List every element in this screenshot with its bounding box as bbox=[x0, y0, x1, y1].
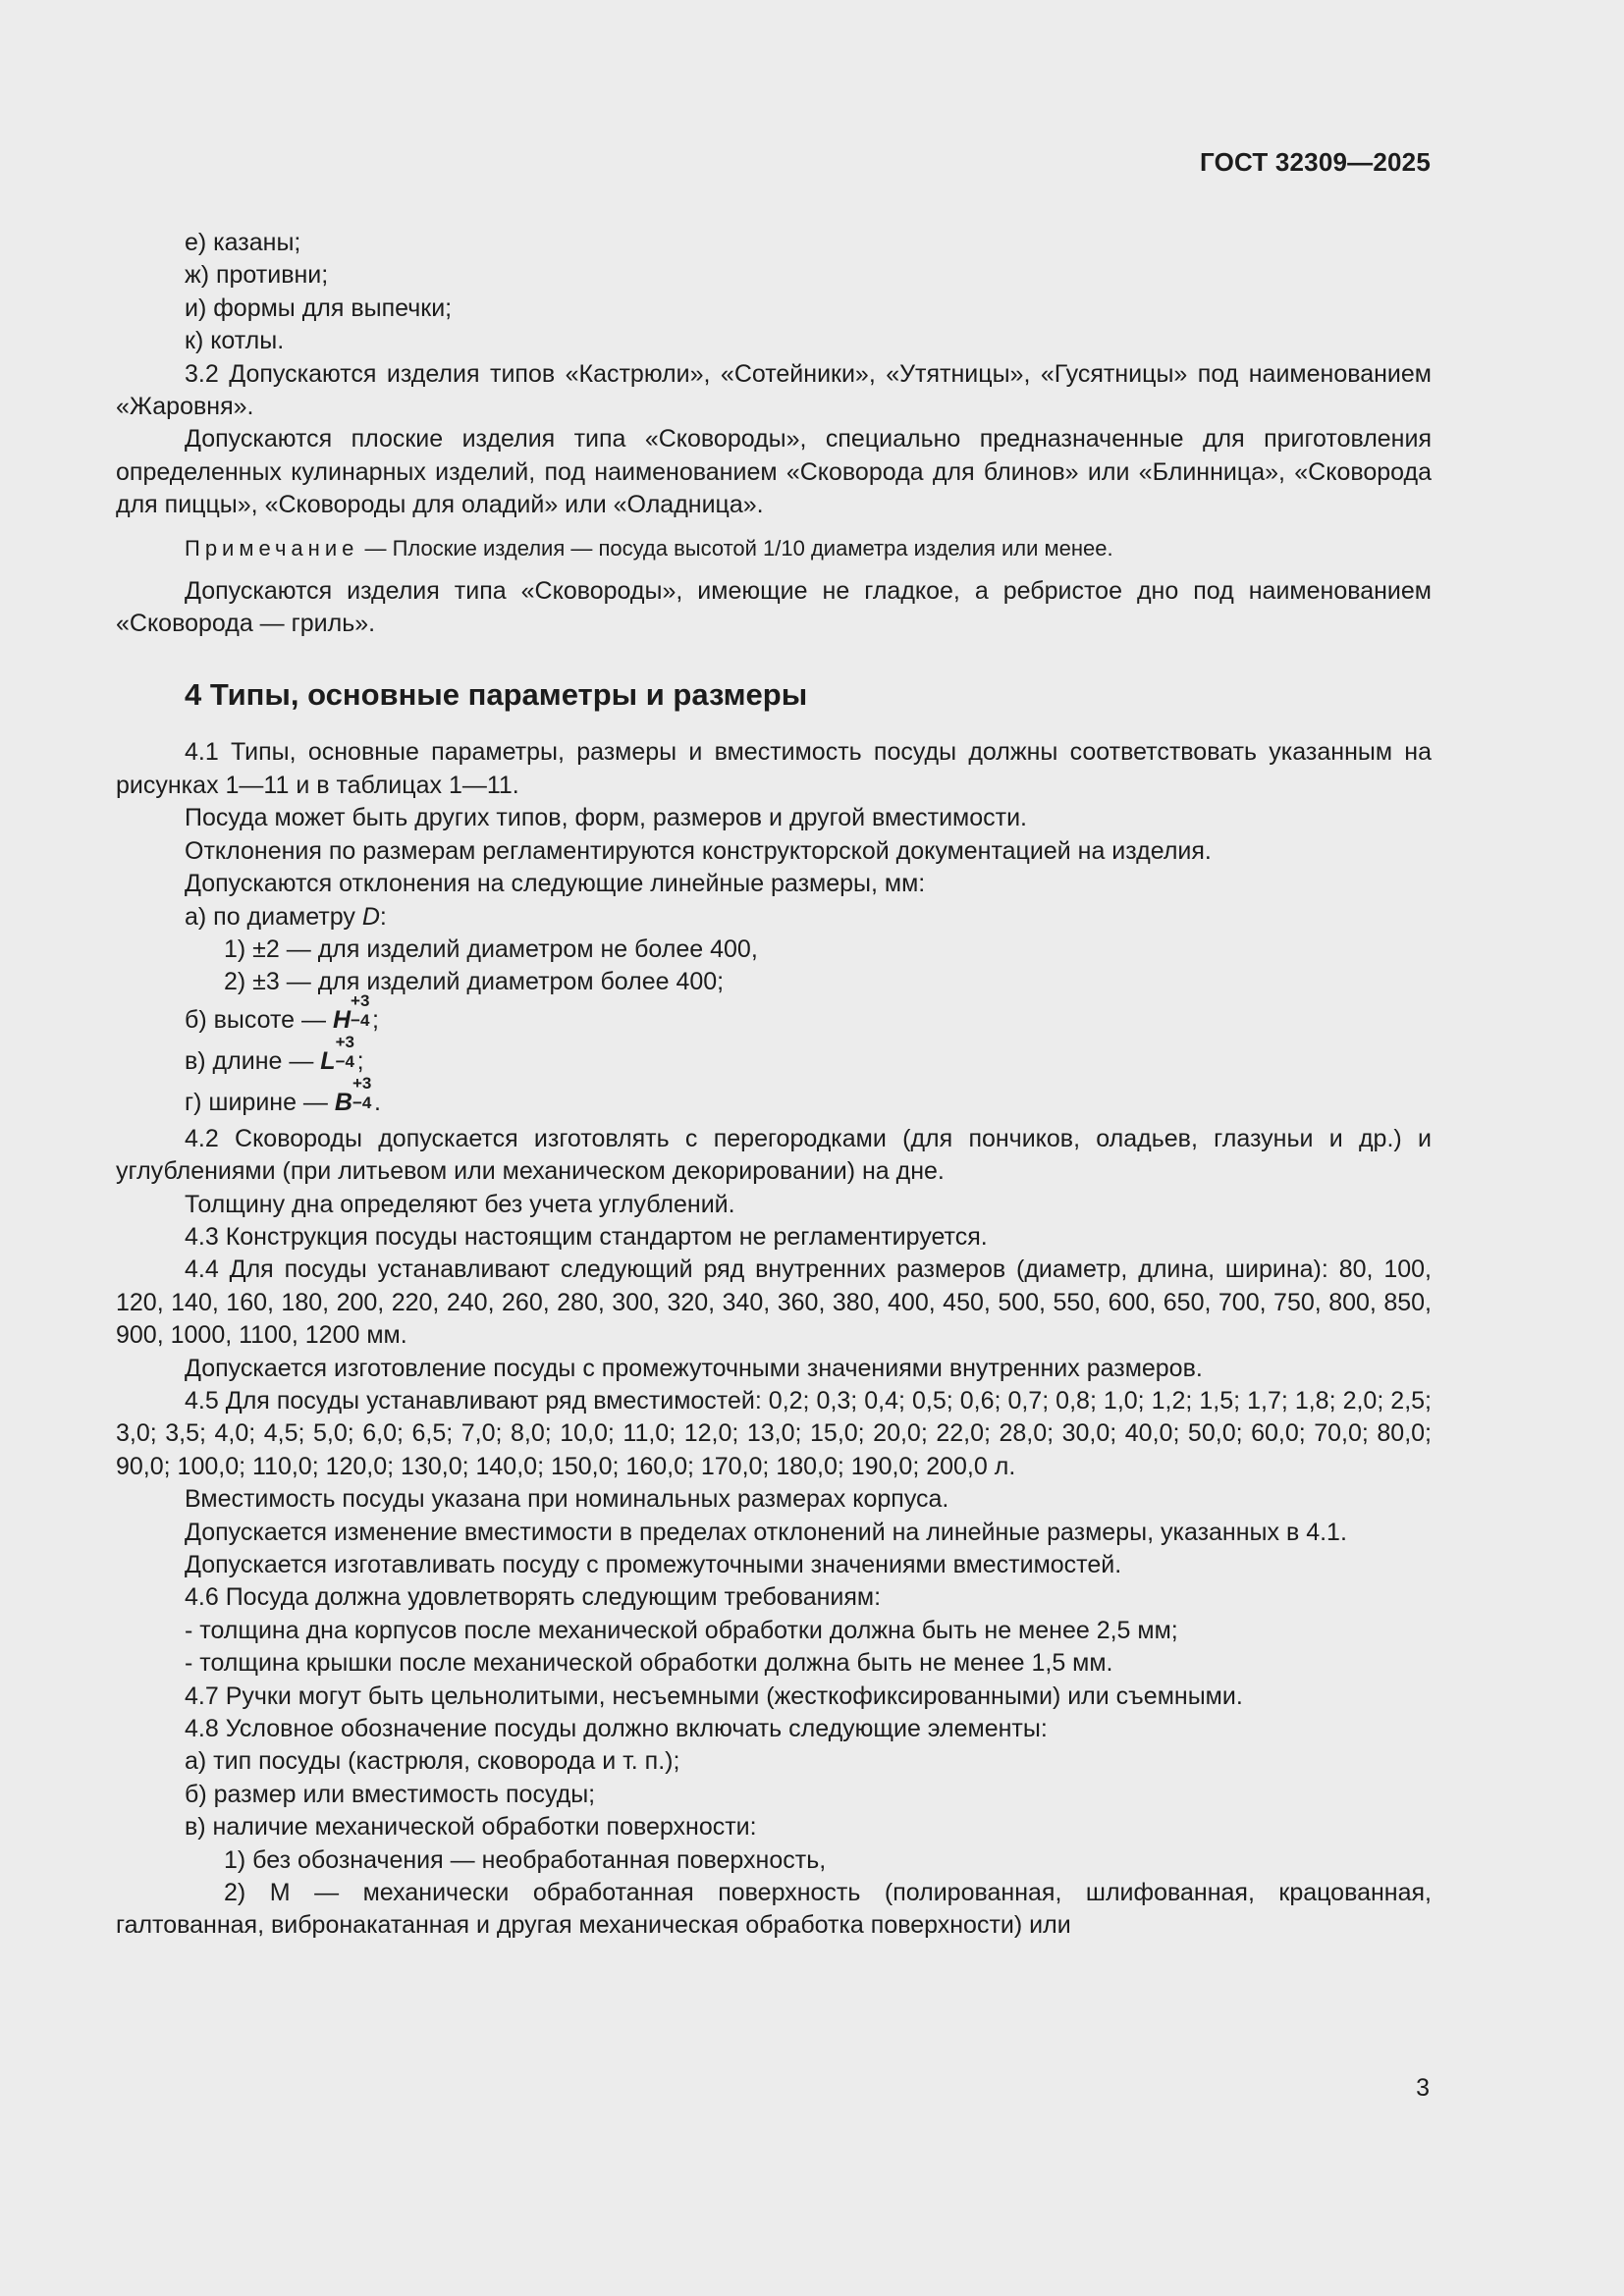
note bbox=[116, 534, 1432, 563]
paragraph-4-4: 4.4 Для посуды устанавливают следующий ряд внутренних размеров (диаметр, длина, ширина): 80, 100, 120, 140, 160, 180, 200, 220, 240, 260, 280, 300, 320, 340, 360, 380, 400, 450, 500, 550, 600, 650, 700, 750, 800, 850, 900, 1000, 1100, 1200 мм. bbox=[116, 1255, 1432, 1350]
deviation-width-end: . bbox=[373, 1088, 381, 1116]
paragraph-4-8: 4.8 Условное обозначение посуды должно включать следующие элементы: bbox=[185, 1715, 1048, 1743]
paragraph-4-2: 4.2 Сковороды допускается изготовлять с перегородками (для пончиков, оладьев, глазуньи и др.) и углублениями (при литьевом или механическом декорировании) на дне. bbox=[116, 1124, 1432, 1186]
tolerance-upper: +3 bbox=[352, 1073, 372, 1093]
height-tolerance bbox=[351, 990, 372, 1030]
designation-b: б) размер или вместимость посуды; bbox=[185, 1780, 596, 1808]
paragraph-4-6: 4.6 Посуда должна удовлетворять следующим требованиям: bbox=[185, 1583, 882, 1612]
page-number: 3 bbox=[1416, 2074, 1430, 2102]
length-tolerance bbox=[335, 1032, 357, 1071]
page-content bbox=[116, 227, 1432, 1943]
paragraph-intermediate-sizes: Допускается изготовление посуды с промежуточными значениями внутренних размеров. bbox=[185, 1354, 1203, 1382]
deviation-diameter bbox=[116, 901, 1432, 934]
deviation-height-label: б) высоте — bbox=[185, 1005, 333, 1034]
paragraph-flat-products: Допускаются плоские изделия типа «Сковороды», специально предназначенные для приготовления определенных кулинарных изделий, под наименованием «Сковорода для блинов» или «Блинница», «Сковорода для пиццы», «Сковороды для оладий» или «Оладница». bbox=[116, 425, 1432, 519]
designation-v: в) наличие механической обработки поверхности: bbox=[185, 1813, 757, 1842]
tolerance-lower: −4 bbox=[351, 1010, 370, 1030]
deviation-width bbox=[116, 1073, 1432, 1123]
paragraph-intermediate-capacity: Допускается изготавливать посуду с промежуточными значениями вместимостей. bbox=[185, 1551, 1122, 1578]
designation-v-2: 2) М — механически обработанная поверхность (полированная, шлифованная, крацованная, галтованная, вибронакатанная и другая механическая обработка поверхности) или bbox=[116, 1879, 1432, 1940]
deviation-diameter-label: а) по диаметру bbox=[185, 902, 362, 931]
list-item-i: и) формы для выпечки; bbox=[185, 294, 453, 322]
designation-a: а) тип посуды (кастрюля, сковорода и т. п.); bbox=[185, 1747, 680, 1776]
deviation-height-end: ; bbox=[372, 1005, 379, 1034]
deviation-diameter-2: 2) ±3 — для изделий диаметром более 400; bbox=[224, 968, 725, 996]
width-tolerance bbox=[352, 1073, 374, 1112]
list-item-zh: ж) противни; bbox=[185, 261, 329, 290]
deviation-length bbox=[116, 1032, 1432, 1082]
deviation-diameter-colon: : bbox=[379, 902, 387, 931]
section-4-title: 4 Типы, основные параметры и размеры bbox=[185, 677, 808, 713]
tolerance-upper: +3 bbox=[351, 990, 370, 1010]
paragraph-3-2: 3.2 Допускаются изделия типов «Кастрюли», «Сотейники», «Утятницы», «Гусятницы» под наименованием «Жаровня». bbox=[116, 359, 1432, 421]
tolerance-lower: −4 bbox=[335, 1051, 354, 1071]
note-dash: — bbox=[358, 535, 393, 561]
paragraph-deviations-allowed: Допускаются отклонения на следующие линейные размеры, мм: bbox=[185, 870, 926, 898]
paragraph-bottom-thickness: Толщину дна определяют без учета углублений. bbox=[185, 1190, 735, 1218]
paragraph-4-5: 4.5 Для посуды устанавливают ряд вместимостей: 0,2; 0,3; 0,4; 0,5; 0,6; 0,7; 0,8; 1,0; 1,2; 1,5; 1,7; 1,8; 2,0; 2,5; 3,0; 3,5; 4,0; 4,5; 5,0; 6,0; 6,5; 7,0; 8,0; 10,0; 11,0; 12,0; 13,0; 15,0; 20,0; 22,0; 28,0; 30,0; 40,0; 50,0; 60,0; 70,0; 80,0; 90,0; 100,0; 110,0; 120,0; 130,0; 140,0; 150,0; 160,0; 170,0; 180,0; 190,0; 200,0 л. bbox=[116, 1386, 1432, 1480]
tolerance-upper: +3 bbox=[335, 1032, 354, 1051]
deviation-width-label: г) ширине — bbox=[185, 1088, 335, 1116]
deviation-length-end: ; bbox=[356, 1046, 364, 1075]
width-symbol: B bbox=[334, 1088, 352, 1116]
paragraph-deviations-regulated: Отклонения по размерам регламентируются конструкторской документацией на изделия. bbox=[185, 836, 1212, 865]
note-text: Плоские изделия — посуда высотой 1/10 диаметра изделия или менее. bbox=[392, 535, 1113, 561]
requirement-lid: - толщина крышки после механической обработки должна быть не менее 1,5 мм. bbox=[185, 1649, 1113, 1678]
document-code-header: ГОСТ 32309—2025 bbox=[1200, 147, 1431, 177]
designation-v-1: 1) без обозначения — необработанная поверхность, bbox=[224, 1845, 827, 1874]
list-item-k: к) котлы. bbox=[185, 327, 285, 355]
length-symbol: L bbox=[320, 1046, 336, 1075]
paragraph-capacity-change: Допускается изменение вместимости в пределах отклонений на линейные размеры, указанных в 4.1. bbox=[185, 1518, 1347, 1546]
deviation-length-label: в) длине — bbox=[185, 1046, 321, 1075]
deviation-height bbox=[116, 990, 1432, 1041]
tolerance-lower: −4 bbox=[352, 1093, 372, 1112]
paragraph-4-7: 4.7 Ручки могут быть цельнолитыми, несъемными (жесткофиксированными) или съемными. bbox=[185, 1682, 1243, 1710]
paragraph-4-1: 4.1 Типы, основные параметры, размеры и вместимость посуды должны соответствовать указанным на рисунках 1—11 и в таблицах 1—11. bbox=[116, 738, 1432, 799]
note-label: Примечание bbox=[185, 535, 359, 561]
paragraph-capacity-nominal: Вместимость посуды указана при номинальных размерах корпуса. bbox=[185, 1485, 949, 1514]
requirement-bottom: - толщина дна корпусов после механической обработки должна быть не менее 2,5 мм; bbox=[185, 1616, 1178, 1644]
paragraph-grill: Допускаются изделия типа «Сковороды», имеющие не гладкое, а ребристое дно под наименованием «Сковорода — гриль». bbox=[116, 576, 1432, 638]
list-item-e: е) казаны; bbox=[185, 229, 301, 256]
height-symbol: H bbox=[332, 1005, 352, 1034]
paragraph-4-3: 4.3 Конструкция посуды настоящим стандартом не регламентируется. bbox=[185, 1222, 988, 1251]
deviation-diameter-1: 1) ±2 — для изделий диаметром не более 400, bbox=[224, 934, 758, 963]
paragraph-other-types: Посуда может быть других типов, форм, размеров и другой вместимости. bbox=[185, 804, 1027, 832]
diameter-symbol: D bbox=[361, 902, 380, 931]
